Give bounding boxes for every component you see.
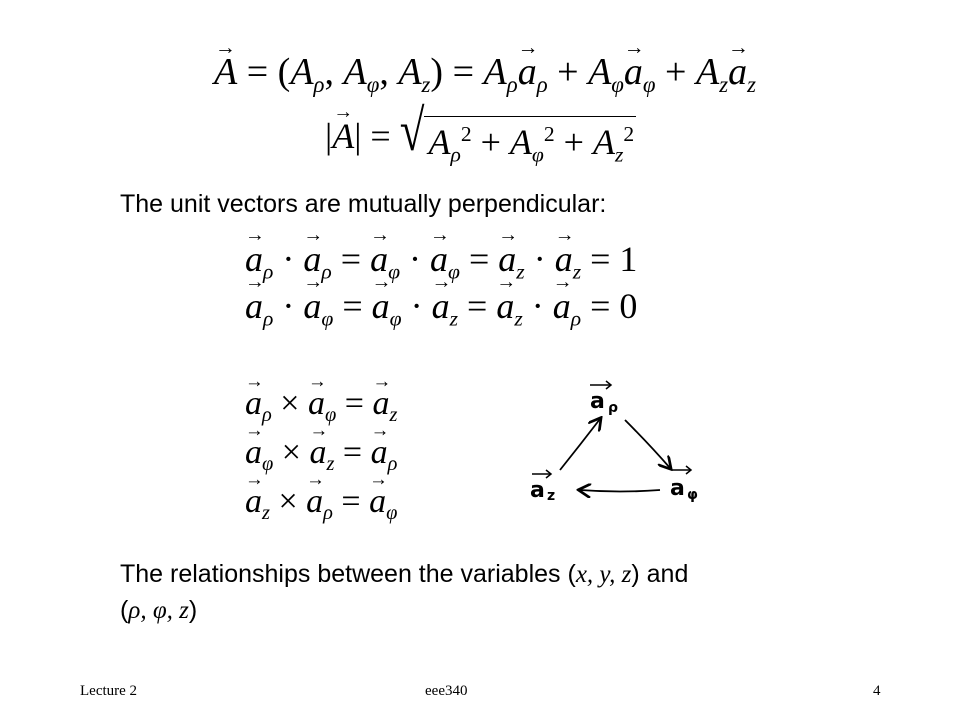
a-phi-subscript: φ (687, 487, 698, 503)
arrow-z-to-rho (560, 419, 600, 470)
relationships-statement-line2 (120, 596, 197, 625)
cyclic-unit-vector-diagram (510, 375, 730, 515)
a-rho-letter: a (590, 389, 605, 414)
dot-product-ones-equation: → $a_\rho$ · → $a_\rho$ = → $a_\varphi$ · → $a_\varphi$ = → $a_z$ · → $a_z = 1$ (245, 238, 637, 280)
relationships-statement (120, 560, 688, 589)
a-rho-subscript: ρ (608, 400, 619, 416)
cartesian-variables: x, y, z (575, 561, 632, 588)
a-z-subscript: z (547, 488, 556, 504)
footer-page-number: 4 (873, 683, 881, 699)
cross-product-1-equation: → $a_\rho$ × → $a_\varphi$ = → $a_z$ (245, 385, 397, 423)
a-rho-label (590, 381, 618, 416)
relationships-mid: ) and (631, 560, 689, 588)
relationships-close: ) (188, 596, 198, 624)
cross-product-3-equation: → $a_z$ × → $a_\rho$ = → $a_\varphi$ (245, 483, 397, 521)
dot-product-zeros-equation: → $a_\rho$ · → $a_\varphi$ = → $a_\varphi$ · → $a_z$ = → $a_z$ · → $a_\rho = 0$ (245, 285, 637, 327)
arrow-phi-to-z (580, 490, 660, 492)
arrow-rho-to-phi (625, 420, 670, 468)
cylindrical-variables: ρ, φ, z (128, 597, 189, 624)
perpendicular-statement: The unit vectors are mutually perpendicular: (120, 190, 607, 218)
relationships-lead: The relationships between the variables ( (120, 560, 576, 588)
cross-product-2-equation: → $a_\varphi$ × → $a_z$ = → $a_\rho$ (245, 434, 397, 472)
vector-magnitude-equation: |→ A| = √ $A_\rho^2 + A_\varphi^2 + A_z^2$ (325, 115, 636, 163)
footer-course: eee340 (425, 683, 468, 699)
a-phi-letter: a (670, 476, 685, 501)
vector-components-equation: → $A = (A_\rho$, $A_\varphi$, $A_z) = A_\rho\to a_\rho + A_\varphi\to a_\varphi + A_z\to a_z$ (214, 50, 756, 94)
a-z-letter: a (530, 478, 545, 503)
relationships-open: ( (120, 596, 129, 624)
footer-lecture: Lecture 2 (80, 683, 138, 699)
a-z-label (530, 470, 555, 504)
a-phi-label (670, 466, 698, 503)
